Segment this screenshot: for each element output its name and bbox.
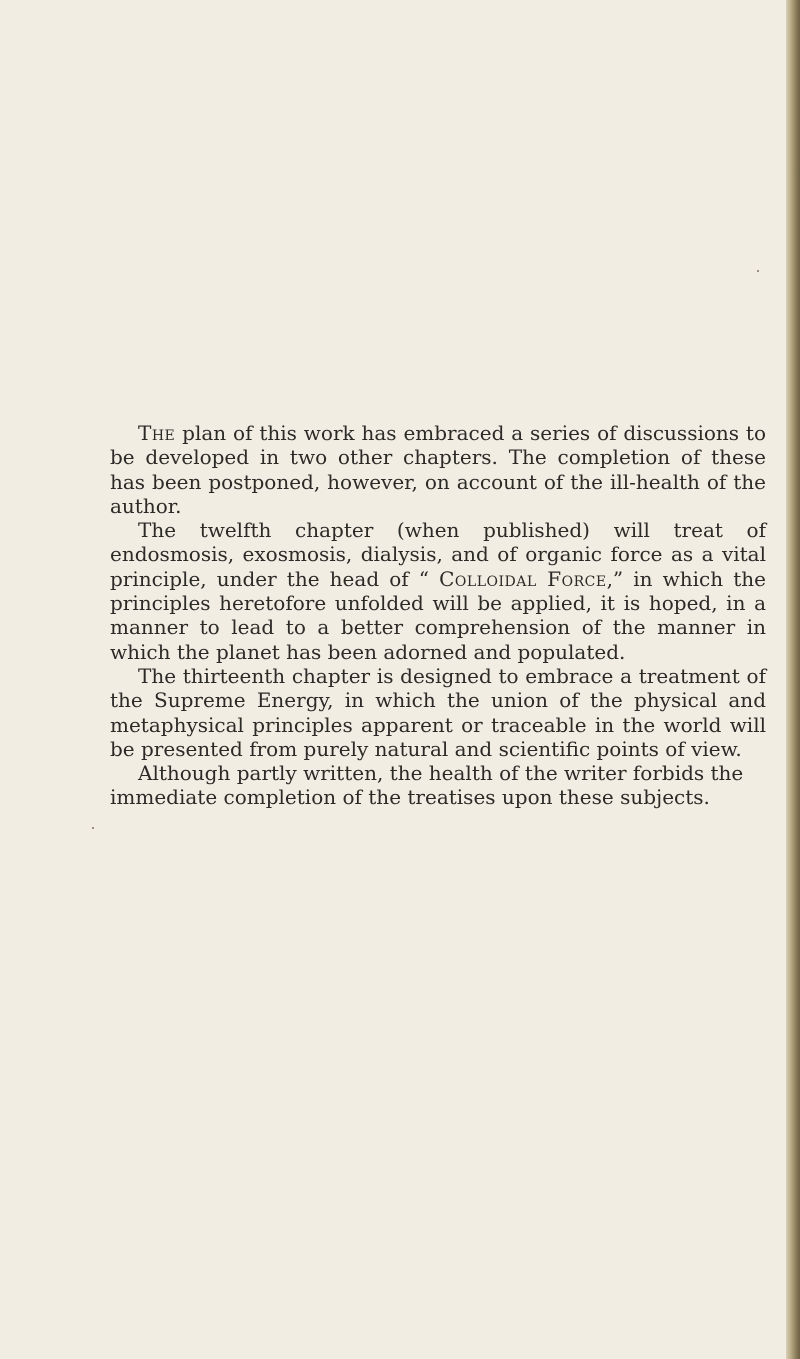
preface-note xyxy=(110,421,766,810)
paragraph-lead-word: The xyxy=(138,421,176,445)
paragraph-health-note xyxy=(110,761,766,810)
paragraph-text: ,” in which the principles heretofore unfolded will be applied, it is hoped, in a manner to lead to a better comprehension of the manner in which the planet has been adorned and populated. xyxy=(110,566,766,664)
colloidal-force-term: Colloidal Force xyxy=(439,566,607,591)
paper-speck xyxy=(796,171,798,173)
paragraph-plan xyxy=(110,421,766,518)
paragraph-twelfth-chapter xyxy=(110,518,766,664)
paragraph-text: The twelfth chapter (when published) will treat of endosmosis, exosmosis, dialysis, and of organic force as a vital principle, under the head of “ xyxy=(110,518,766,591)
paper-speck xyxy=(757,270,759,272)
paragraph-text: Although partly written, the health of the writer forbids the immediate completion of the treatises upon these subjects. xyxy=(110,761,744,810)
paragraph-text: The thirteenth chapter is designed to embrace a treatment of the Supreme Energy, in which the union of the physical and metaphysical principles apparent or traceable in the world will be presented from purely natural and scientific points of view. xyxy=(110,663,766,761)
paragraph-text: plan of this work has embraced a series of discussions to be developed in two other chapters. The completion of these has been postponed, however, on account of the ill-health of the author. xyxy=(110,421,766,518)
paper-speck xyxy=(92,827,94,829)
paragraph-thirteenth-chapter xyxy=(110,664,766,761)
page-binding-edge xyxy=(786,0,800,1359)
